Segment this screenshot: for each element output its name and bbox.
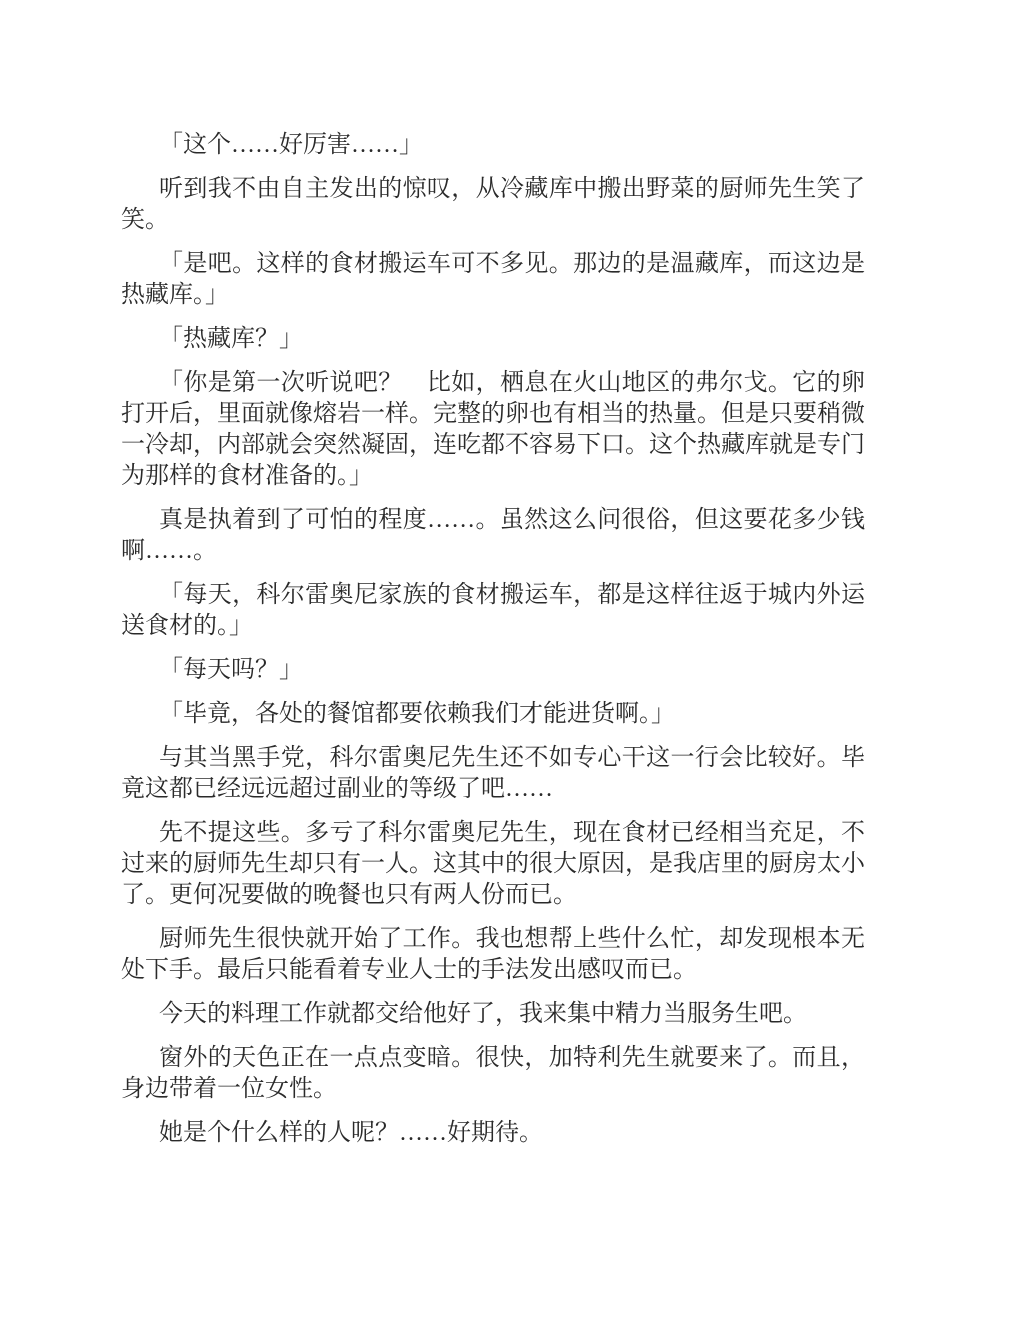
narration-paragraph: 她是个什么样的人呢？……好期待。: [159, 1120, 543, 1146]
narration-paragraph: 先不提这些。多亏了科尔雷奥尼先生，现在食材已经相当充足，不过来的厨师先生却只有一人。这其中的很大原因，是我店里的厨房太小了。更何况要做的晚餐也只有两人份而已。: [121, 820, 865, 908]
dialogue-paragraph: 「毕竟，各处的餐馆都要依赖我们才能进货啊。」: [159, 701, 675, 727]
narration-paragraph: 今天的料理工作就都交给他好了，我来集中精力当服务生吧。: [159, 1001, 807, 1027]
dialogue-paragraph: 「每天吗？」: [159, 657, 303, 683]
dialogue-paragraph: 「你是第一次听说吧？ 比如，栖息在火山地区的弗尔戈。它的卵打开后，里面就像熔岩一样。完整的卵也有相当的热量。但是只要稍微一冷却，内部就会突然凝固，连吃都不容易下口。这个热藏库就是专门为那样的食材准备的。」: [121, 370, 865, 489]
dialogue-paragraph: 「是吧。这样的食材搬运车可不多见。那边的是温藏库，而这边是热藏库。」: [121, 251, 865, 308]
dialogue-paragraph: 「这个……好厉害……」: [159, 132, 423, 158]
narration-paragraph: 厨师先生很快就开始了工作。我也想帮上些什么忙，却发现根本无处下手。最后只能看着专业人士的手法发出感叹而已。: [121, 926, 865, 983]
dialogue-paragraph: 「每天，科尔雷奥尼家族的食材搬运车，都是这样往返于城内外运送食材的。」: [121, 582, 865, 639]
narration-paragraph: 与其当黑手党，科尔雷奥尼先生还不如专心干这一行会比较好。毕竟这都已经远远超过副业的等级了吧……: [121, 745, 865, 802]
dialogue-paragraph: 「热藏库？」: [159, 326, 303, 352]
narration-paragraph: 真是执着到了可怕的程度……。虽然这么问很俗，但这要花多少钱啊……。: [121, 507, 865, 564]
narration-paragraph: 窗外的天色正在一点点变暗。很快，加特利先生就要来了。而且，身边带着一位女性。: [121, 1045, 865, 1102]
novel-text-block: [121, 130, 865, 1162]
narration-paragraph: 听到我不由自主发出的惊叹，从冷藏库中搬出野菜的厨师先生笑了笑。: [121, 176, 865, 233]
